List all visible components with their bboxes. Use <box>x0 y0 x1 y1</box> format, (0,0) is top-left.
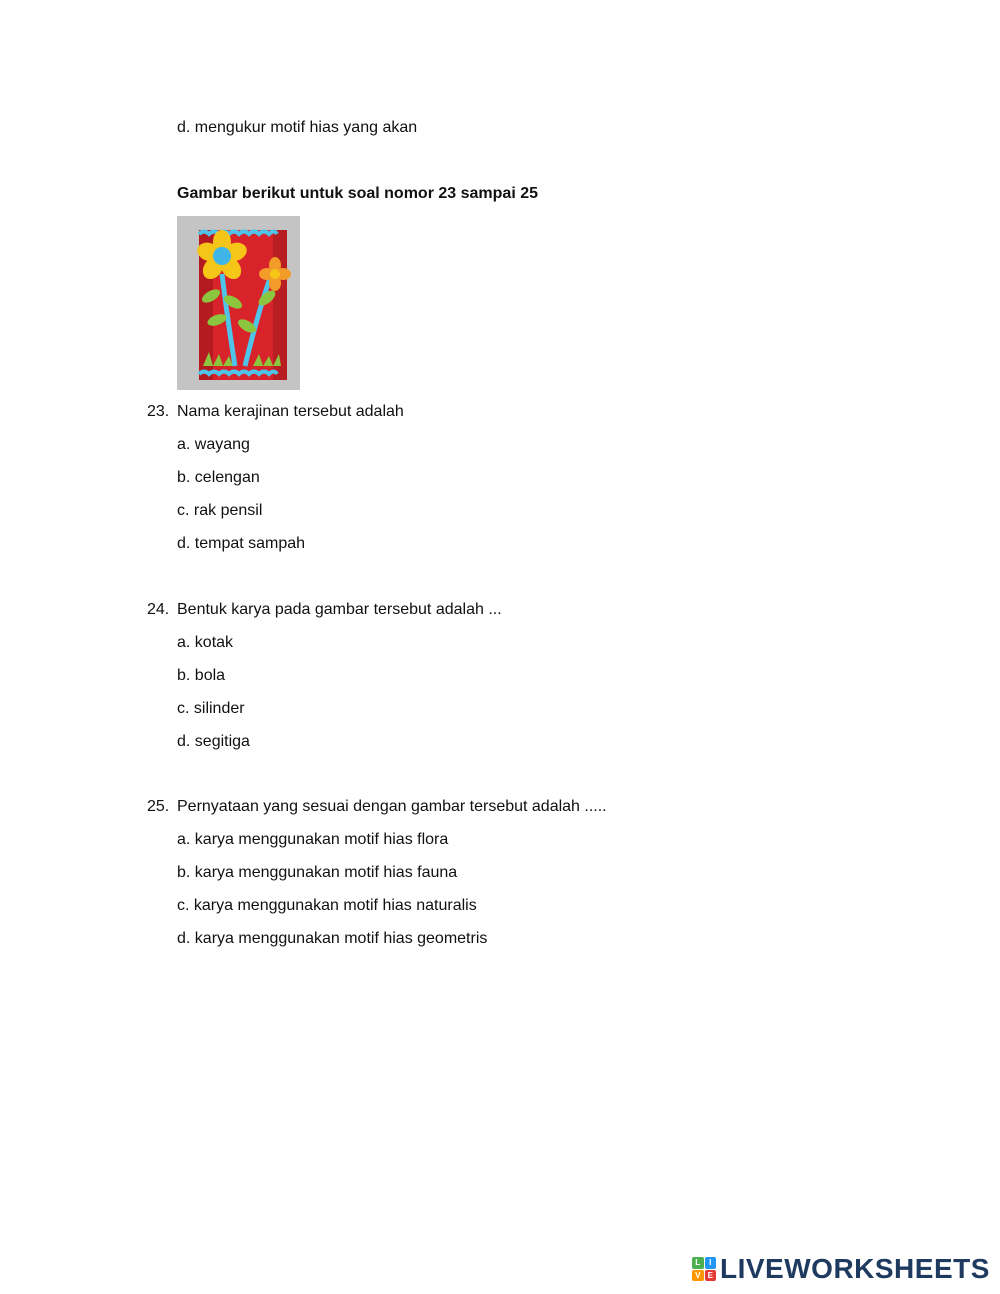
question-25-number: 25. <box>147 798 170 815</box>
question-23-option-d: d. tempat sampah <box>177 535 306 552</box>
question-24-option-d: d. segitiga <box>177 733 250 750</box>
question-24-text: Bentuk karya pada gambar tersebut adalah ... <box>177 601 502 618</box>
logo-tile-v: V <box>692 1270 704 1282</box>
brand-name: LIVEWORKSHEETS <box>720 1253 990 1284</box>
craft-photo <box>177 216 300 390</box>
question-23-text: Nama kerajinan tersebut adalah <box>177 403 404 420</box>
question-25-option-b: b. karya menggunakan motif hias fauna <box>177 864 458 881</box>
liveworksheets-logo-icon <box>692 1257 716 1281</box>
liveworksheets-brand <box>692 1253 990 1285</box>
question-24-number: 24. <box>147 601 170 618</box>
question-25-option-d: d. karya menggunakan motif hias geometris <box>177 930 488 947</box>
question-23-number: 23. <box>147 403 170 420</box>
question-23-option-b: b. celengan <box>177 469 260 486</box>
question-24-option-a: a. kotak <box>177 634 234 651</box>
logo-tile-i: I <box>705 1257 717 1269</box>
question-24-option-b: b. bola <box>177 667 226 684</box>
previous-option: d. mengukur motif hias yang akan <box>177 119 418 136</box>
question-25-option-a: a. karya menggunakan motif hias flora <box>177 831 449 848</box>
question-24-option-c: c. silinder <box>177 700 245 717</box>
question-23-option-a: a. wayang <box>177 436 250 453</box>
logo-tile-l: L <box>692 1257 704 1269</box>
question-25-text: Pernyataan yang sesuai dengan gambar tersebut adalah ..... <box>177 798 607 815</box>
question-25-option-c: c. karya menggunakan motif hias naturalis <box>177 897 477 914</box>
section-heading: Gambar berikut untuk soal nomor 23 sampai 25 <box>177 185 538 202</box>
logo-tile-e: E <box>705 1270 717 1282</box>
question-23-option-c: c. rak pensil <box>177 502 263 519</box>
